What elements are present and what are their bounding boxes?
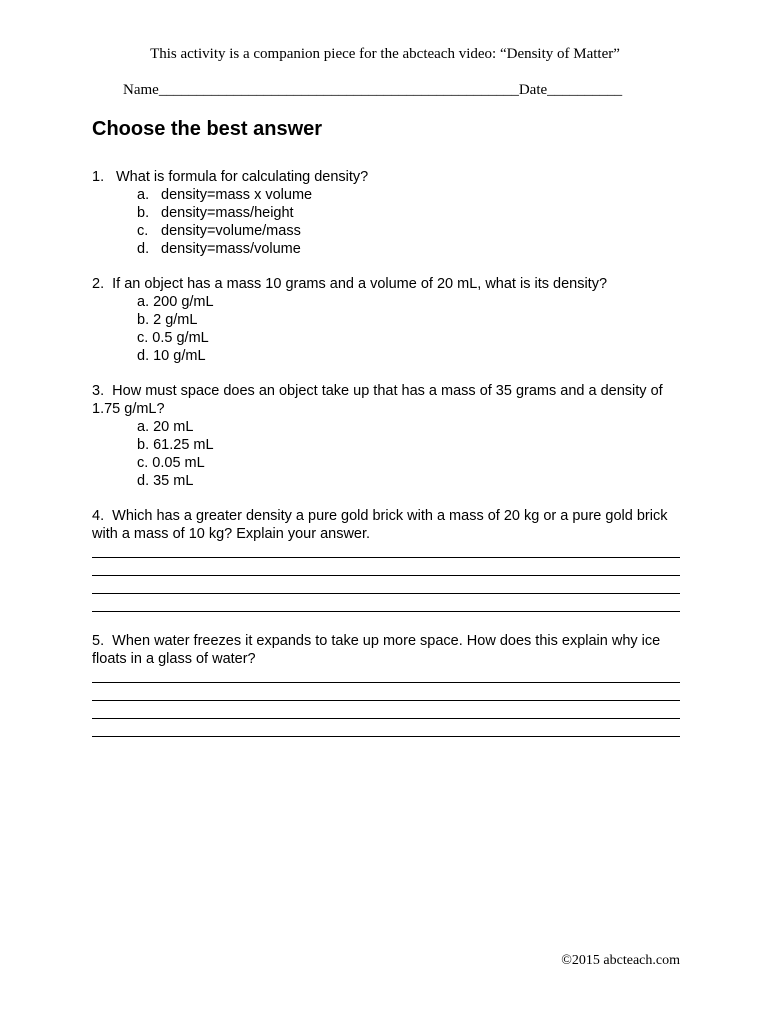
- answer-line[interactable]: [92, 593, 680, 594]
- copyright-footer: ©2015 abcteach.com: [561, 953, 680, 968]
- question-3-text: How must space does an object take up that has a mass of 35 grams and a density of 1.75 g/mL?: [92, 383, 663, 417]
- question-2-number: 2.: [92, 276, 105, 292]
- option-text: density=mass/volume: [161, 241, 301, 257]
- option-item[interactable]: b. 2 g/mL: [137, 312, 198, 328]
- question-4-text: Which has a greater density a pure gold brick with a mass of 20 kg or a pure gold brick with a mass of 10 kg? Explain your answer.: [92, 508, 668, 542]
- section-heading: Choose the best answer: [92, 118, 323, 140]
- question-2-text: If an object has a mass 10 grams and a volume of 20 mL, what is its density?: [112, 276, 608, 292]
- name-label: Name: [123, 82, 159, 98]
- question-4-stem: [92, 507, 682, 543]
- intro-line: This activity is a companion piece for the abcteach video: “Density of Matter”: [150, 46, 620, 62]
- option-item[interactable]: [92, 240, 682, 258]
- question-4: [92, 507, 682, 629]
- question-4-number: 4.: [92, 508, 105, 524]
- option-text: density=mass x volume: [161, 187, 313, 203]
- question-4-answer-area[interactable]: [92, 557, 682, 612]
- option-letter: a.: [137, 187, 150, 203]
- name-date-line: [123, 82, 622, 99]
- option-letter: d.: [137, 241, 150, 257]
- question-1-options: [92, 186, 682, 258]
- option-item[interactable]: a. 200 g/mL: [137, 294, 214, 310]
- option-item[interactable]: [92, 204, 682, 222]
- option-item[interactable]: c. 0.05 mL: [137, 455, 205, 471]
- option-item[interactable]: d. 35 mL: [137, 473, 194, 489]
- answer-line[interactable]: [92, 557, 680, 558]
- name-blank[interactable]: ________________________________________________: [158, 82, 519, 98]
- answer-line[interactable]: [92, 736, 680, 737]
- option-letter: b.: [137, 205, 150, 221]
- question-2-stem: [92, 275, 682, 293]
- option-item[interactable]: b. 61.25 mL: [137, 437, 214, 453]
- answer-line[interactable]: [92, 682, 680, 683]
- question-5: [92, 632, 682, 754]
- question-5-stem: [92, 632, 682, 668]
- question-5-answer-area[interactable]: [92, 682, 682, 737]
- answer-line[interactable]: [92, 700, 680, 701]
- question-3-number: 3.: [92, 383, 105, 399]
- option-letter: c.: [137, 223, 149, 239]
- option-item[interactable]: [92, 186, 682, 204]
- option-item[interactable]: c. 0.5 g/mL: [137, 330, 209, 346]
- option-text: density=volume/mass: [161, 223, 301, 239]
- question-2-options: [92, 293, 682, 365]
- question-1-number: 1.: [92, 169, 105, 185]
- question-2: [92, 275, 682, 365]
- option-item[interactable]: a. 20 mL: [137, 419, 194, 435]
- option-item[interactable]: [92, 222, 682, 240]
- date-blank[interactable]: __________: [547, 82, 623, 98]
- question-1-text: What is formula for calculating density?: [116, 169, 369, 185]
- question-5-number: 5.: [92, 633, 105, 649]
- option-item[interactable]: d. 10 g/mL: [137, 348, 206, 364]
- question-3: [92, 382, 682, 490]
- question-1: [92, 168, 682, 258]
- option-text: density=mass/height: [161, 205, 294, 221]
- date-label: Date: [518, 82, 548, 98]
- question-3-options: [92, 418, 682, 490]
- answer-line[interactable]: [92, 575, 680, 576]
- question-1-stem: [92, 168, 682, 186]
- question-5-text: When water freezes it expands to take up more space. How does this explain why ice floats in a glass of water?: [92, 633, 661, 667]
- answer-line[interactable]: [92, 611, 680, 612]
- answer-line[interactable]: [92, 718, 680, 719]
- question-3-stem: [92, 382, 682, 418]
